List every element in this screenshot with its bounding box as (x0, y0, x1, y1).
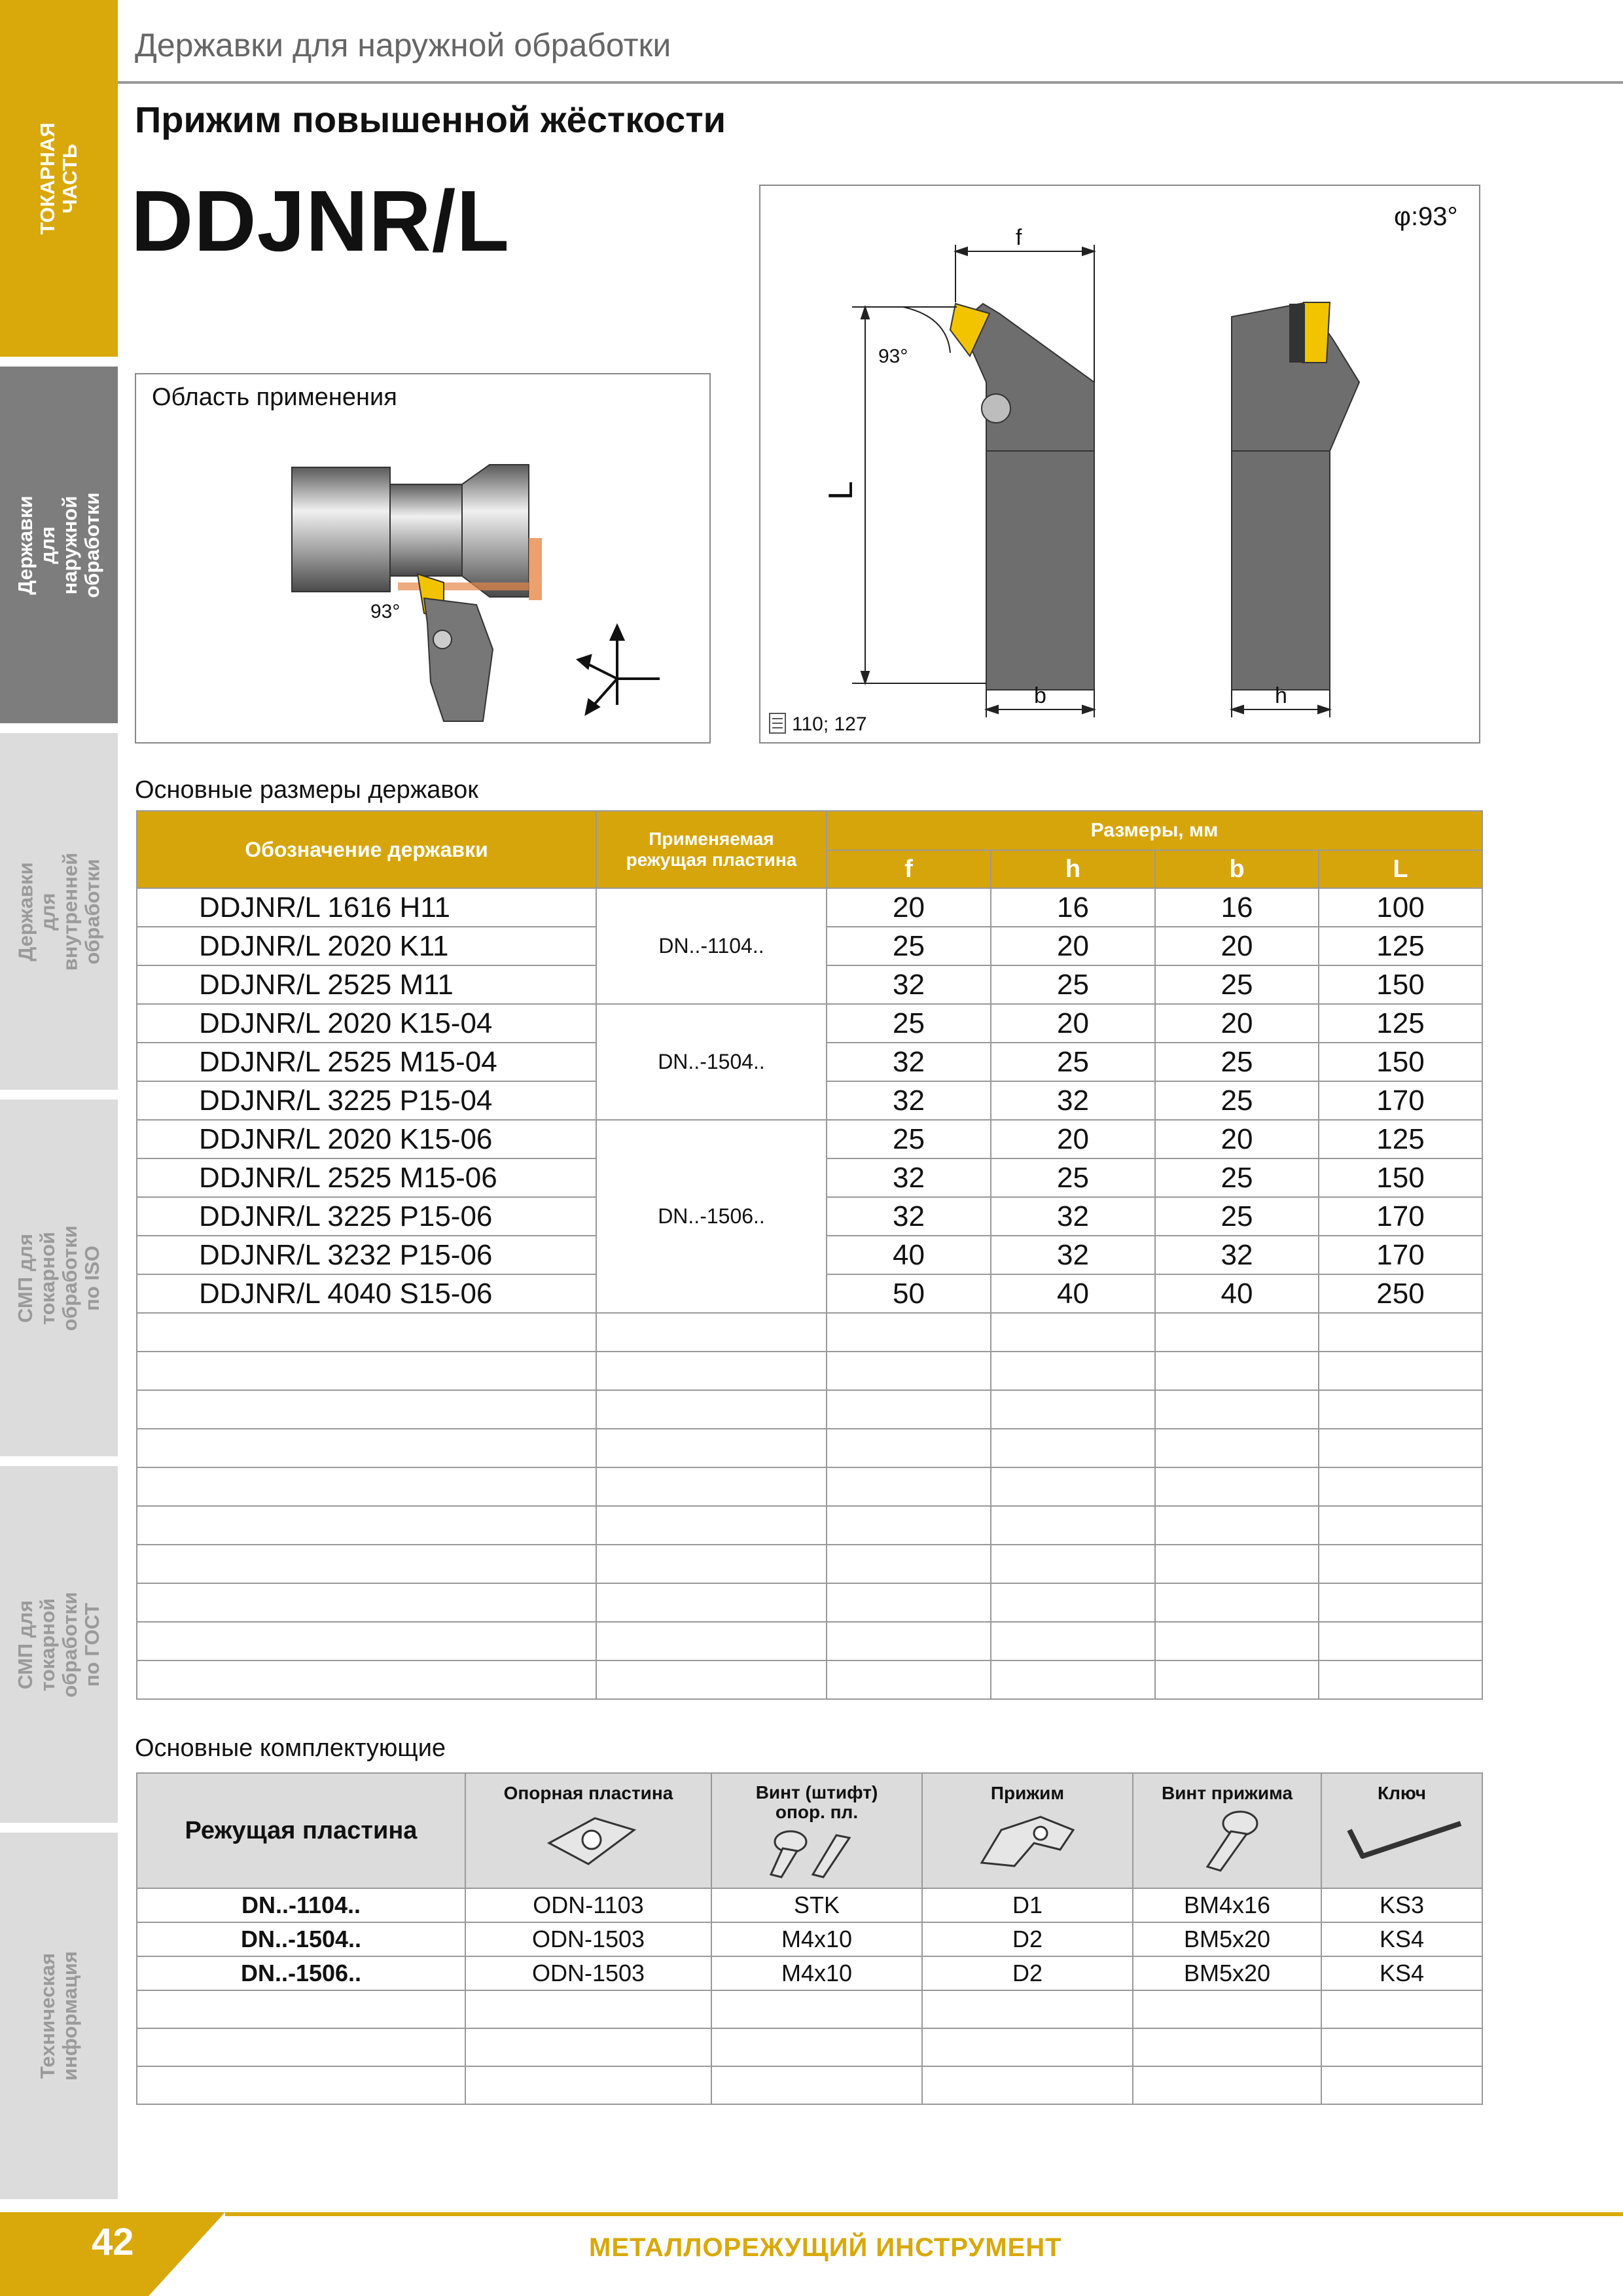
feed-direction-icon (579, 626, 660, 713)
value-L: 150 (1319, 965, 1482, 1004)
value-f: 40 (827, 1236, 991, 1274)
table-row (137, 1922, 1482, 1956)
value-b: 16 (1155, 888, 1319, 927)
clamp-screw-part: BM4x16 (1133, 1888, 1321, 1922)
value-b: 25 (1155, 1043, 1319, 1081)
insert-type: DN..-1104.. (137, 1888, 465, 1922)
value-L: 170 (1319, 1236, 1482, 1274)
col-clamp (922, 1773, 1133, 1888)
col-clamp-screw (1133, 1773, 1321, 1888)
value-f: 32 (827, 1043, 991, 1081)
section-header: Державки для наружной обработки (135, 27, 671, 63)
page-subtitle: Прижим повышенной жёсткости (135, 99, 726, 140)
holder-designation: DDJNR/L 3232 P15-06 (137, 1236, 596, 1274)
value-f: 50 (827, 1274, 991, 1313)
empty-row (137, 1390, 1482, 1429)
value-f: 32 (827, 965, 991, 1004)
header-divider (118, 81, 1623, 84)
value-L: 125 (1319, 927, 1482, 965)
value-h: 32 (991, 1081, 1155, 1120)
empty-row (137, 1622, 1482, 1660)
holder-designation: DDJNR/L 4040 S15-06 (137, 1274, 596, 1313)
holder-designation: DDJNR/L 2525 M15-04 (137, 1043, 596, 1081)
value-f: 25 (827, 1120, 991, 1158)
holder-designation: DDJNR/L 3225 P15-06 (137, 1197, 596, 1236)
insert-type: DN..-1504.. (596, 1004, 827, 1120)
value-L: 170 (1319, 1197, 1482, 1236)
value-f: 32 (827, 1158, 991, 1197)
col-cutting-insert: Режущая пластина (137, 1773, 465, 1888)
empty-row (137, 1545, 1482, 1583)
insert-type: DN..-1506.. (596, 1120, 827, 1313)
application-title: Область применения (152, 384, 397, 411)
col-insert: Применяемая режущая пластина (596, 811, 827, 888)
key-part: KS3 (1321, 1888, 1482, 1922)
value-f: 32 (827, 1197, 991, 1236)
col-designation: Обозначение державки (137, 811, 596, 888)
col-key-label: Ключ (1378, 1783, 1426, 1803)
empty-row (137, 2066, 1482, 2104)
sidebar-tab-gost-inserts[interactable] (0, 1466, 118, 1823)
clamp-part: D2 (922, 1956, 1133, 1990)
shim-icon (529, 1804, 647, 1876)
sidebar-tab-label: ТОКАРНАЯ ЧАСТЬ (36, 122, 81, 235)
key-part: KS4 (1321, 1922, 1482, 1956)
dimension-f-label: f (1016, 225, 1022, 250)
empty-row (137, 1583, 1482, 1622)
value-h: 40 (991, 1274, 1155, 1313)
clamp-icon (962, 1804, 1093, 1876)
empty-row (137, 1990, 1482, 2028)
col-shim-label: Опорная пластина (503, 1783, 673, 1803)
sidebar-tab-label: Державки для внутренней обработки (14, 852, 104, 971)
page-reference: 110; 127 (792, 713, 867, 735)
table-row (137, 1956, 1482, 1990)
value-b: 40 (1155, 1274, 1319, 1313)
col-shim (465, 1773, 711, 1888)
col-clamp-label: Прижим (990, 1783, 1065, 1803)
value-L: 150 (1319, 1158, 1482, 1197)
col-shim-screw-label: Винт (штифт) опор. пл. (755, 1782, 878, 1822)
page-number: 42 (92, 2221, 134, 2263)
sidebar-tab-label: СМП для токарной обработки по ISO (14, 1225, 103, 1331)
value-b: 25 (1155, 1158, 1319, 1197)
table-row (137, 1120, 1482, 1158)
value-L: 100 (1319, 888, 1482, 927)
dimension-L-label: L (822, 481, 860, 500)
sidebar-tab-technical-info[interactable] (0, 1833, 118, 2199)
insert-type: DN..-1506.. (137, 1956, 465, 1990)
value-L: 125 (1319, 1120, 1482, 1158)
insert-type: DN..-1504.. (137, 1922, 465, 1956)
holder-designation: DDJNR/L 3225 P15-04 (137, 1081, 596, 1120)
col-shim-screw (711, 1773, 922, 1888)
application-angle: 93° (370, 601, 401, 622)
application-illustration (136, 374, 709, 742)
dimension-h-label: h (1275, 683, 1287, 708)
sidebar-tab-label: Техническая информация (36, 1951, 81, 2081)
clamp-screw-part: BM5x20 (1133, 1922, 1321, 1956)
holder-designation: DDJNR/L 2020 K15-06 (137, 1120, 596, 1158)
shim-part: ODN-1503 (465, 1956, 711, 1990)
holder-designation: DDJNR/L 2525 M11 (137, 965, 596, 1004)
empty-row (137, 1429, 1482, 1467)
application-panel (135, 373, 711, 744)
sidebar-tab-external-holders[interactable] (0, 367, 118, 723)
value-f: 25 (827, 927, 991, 965)
shim-part: ODN-1503 (465, 1922, 711, 1956)
empty-row (137, 1352, 1482, 1390)
value-L: 170 (1319, 1081, 1482, 1120)
empty-row (137, 1506, 1482, 1545)
sidebar-tab-turning[interactable] (0, 0, 118, 357)
value-h: 32 (991, 1236, 1155, 1274)
hex-key-icon (1336, 1804, 1467, 1869)
clamp-screw-icon (1168, 1804, 1286, 1876)
value-L: 250 (1319, 1274, 1482, 1313)
col-f: f (827, 850, 991, 888)
components-table (136, 1772, 1483, 2105)
shim-screw-part: STK (711, 1888, 922, 1922)
col-sizes: Размеры, мм (827, 811, 1482, 850)
empty-row (137, 1467, 1482, 1506)
value-h: 32 (991, 1197, 1155, 1236)
shim-screw-part: M4x10 (711, 1956, 922, 1990)
footer-divider (225, 2212, 1623, 2216)
value-b: 25 (1155, 1197, 1319, 1236)
technical-drawing (760, 186, 1479, 742)
table-row (137, 1004, 1482, 1043)
holder-designation: DDJNR/L 2525 M15-06 (137, 1158, 596, 1197)
value-f: 20 (827, 888, 991, 927)
page-reference-icon (770, 713, 785, 733)
clamp-part: D1 (922, 1888, 1133, 1922)
sidebar (0, 0, 118, 2296)
shim-part: ODN-1103 (465, 1888, 711, 1922)
value-h: 25 (991, 1158, 1155, 1197)
value-h: 20 (991, 1004, 1155, 1043)
value-b: 20 (1155, 1004, 1319, 1043)
parts-section-title: Основные комплектующие (135, 1734, 446, 1762)
holder-designation: DDJNR/L 1616 H11 (137, 888, 596, 927)
sidebar-tab-internal-holders[interactable] (0, 733, 118, 1090)
page-title: DDJNR/L (131, 173, 510, 269)
sidebar-tab-label: СМП для токарной обработки по ГОСТ (14, 1591, 103, 1698)
screw-icon (745, 1822, 889, 1881)
approach-angle: φ:93° (1394, 202, 1458, 231)
table-row (137, 1888, 1482, 1922)
value-b: 25 (1155, 1081, 1319, 1120)
drawing-panel (759, 185, 1480, 744)
value-b: 20 (1155, 927, 1319, 965)
empty-row (137, 1660, 1482, 1699)
col-L: L (1319, 850, 1482, 888)
value-h: 20 (991, 1120, 1155, 1158)
dims-section-title: Основные размеры державок (135, 776, 478, 804)
clamp-part: D2 (922, 1922, 1133, 1956)
dimension-b-label: b (1034, 683, 1046, 708)
holder-designation: DDJNR/L 2020 K15-04 (137, 1004, 596, 1043)
value-b: 32 (1155, 1236, 1319, 1274)
insert-type: DN..-1104.. (596, 888, 827, 1004)
table-row (137, 888, 1482, 927)
value-f: 25 (827, 1004, 991, 1043)
value-h: 16 (991, 888, 1155, 927)
value-h: 20 (991, 927, 1155, 965)
sidebar-tab-label: Державки для наружной обработки (14, 492, 103, 598)
value-b: 20 (1155, 1120, 1319, 1158)
value-L: 150 (1319, 1043, 1482, 1081)
value-b: 25 (1155, 965, 1319, 1004)
empty-row (137, 1313, 1482, 1352)
key-part: KS4 (1321, 1956, 1482, 1990)
col-b: b (1155, 850, 1319, 888)
drawing-angle: 93° (878, 346, 908, 367)
footer-brand: МЕТАЛЛОРЕЖУЩИЙ ИНСТРУМЕНТ (589, 2233, 1062, 2262)
clamp-screw-part: BM5x20 (1133, 1956, 1321, 1990)
dimensions-table (136, 810, 1483, 1700)
shim-screw-part: M4x10 (711, 1922, 922, 1956)
value-L: 125 (1319, 1004, 1482, 1043)
empty-row (137, 2028, 1482, 2066)
value-h: 25 (991, 1043, 1155, 1081)
holder-designation: DDJNR/L 2020 K11 (137, 927, 596, 965)
sidebar-tab-iso-inserts[interactable] (0, 1100, 118, 1456)
col-h: h (991, 850, 1155, 888)
value-h: 25 (991, 965, 1155, 1004)
col-clamp-screw-label: Винт прижима (1161, 1783, 1293, 1803)
value-f: 32 (827, 1081, 991, 1120)
col-key (1321, 1773, 1482, 1888)
